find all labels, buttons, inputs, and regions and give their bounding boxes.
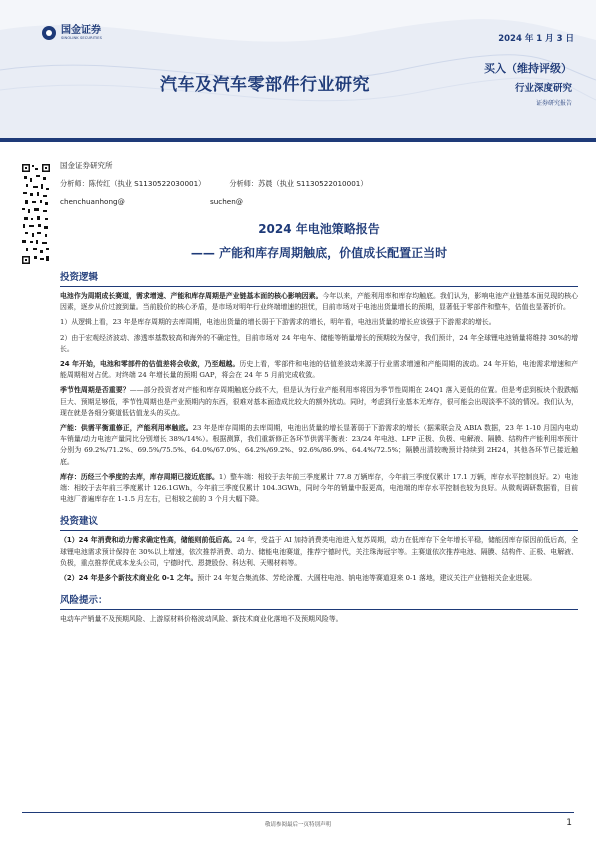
qr-code-icon — [21, 162, 51, 266]
report-title: 2024 年电池策略报告 — [258, 222, 380, 236]
section-heading-advice: 投资建议 — [60, 513, 578, 531]
paragraph: 2）由于宏观经济波动、渗透率基数较高和海外的不确定性，目前市场对 24 年电车、储能等销量增长的预期较为保守，我们预计，24 年全球锂电池销量将维持 30%的增长。 — [60, 333, 578, 353]
institute-name: 国金证券研究所 — [60, 161, 113, 170]
analyst-1: 分析师：陈传红（执业 S1130522030001） — [60, 179, 206, 188]
logic-paragraphs — [60, 291, 578, 505]
report-date: 2024 年 1 月 3 日 — [498, 34, 574, 44]
analyst-list — [60, 179, 578, 189]
footer-disclaimer: 敬请参阅最后一页特别声明 — [264, 822, 331, 828]
header-band — [0, 0, 596, 142]
page-number: 1 — [566, 818, 572, 828]
rating-badge: 买入（维持评级） — [484, 62, 572, 75]
logo-name-cn: 国金证券 — [61, 25, 101, 36]
report-type: 行业深度研究 — [514, 83, 572, 94]
paragraph: 产能：供需平衡重修正，产能利用率触底。23 年是库存周期的去库周期，电池出货量的增长显著弱于下游需求的增长（据乘联会及 ABIA 数据，23 年 1-10 月国内电动车销量/动力电池产量同比分别增长 38%/14%）。根据测算，我们重新修正各环节供需平衡表：23/24 年电池、LFP 正极、负极、电解液、隔膜、结构件产能利用率预计分别为 69.2%/71.2%、69.5%/75.5%、64.0%/67.0%、64.2%/69.2%、92.6%/86.9%、64.4%/72.5%；隔膜出清较晚预计持续到 2H24，其他各环节已接近触底。 — [60, 424, 578, 466]
email-2[interactable]: suchen@ — [210, 197, 243, 206]
footer-divider — [22, 812, 574, 820]
paragraph: （1）24 年消费和动力需求确定性高，储能则前低后高。24 年，受益于 AI 加持消费类电池进入复苏周期，动力在低库存下全年增长平稳，储能因库存原因前低后高，全球锂电池需求预计保持在 30%以上增速，依次推荐消费、动力、储能电池赛道，推荐宁德时代，关注珠海冠宇等。主赛道依次推荐电池、隔膜、结构件、正极、电解液、负极，重点推荐优成本龙头公司，宁德时代、恩捷股份、科达利、天赐材料等。 — [60, 536, 578, 567]
section-heading-logic: 投资逻辑 — [60, 269, 578, 287]
email-list — [60, 197, 578, 206]
email-1[interactable]: chenchuanhong@ — [60, 197, 125, 206]
paragraph: 季节性周期是否重要？——部分投资者对产能和库存周期触底分歧不大，但是认为行业产能利用率将因为季节性周期在 24Q1 落入更低的位置。但是考虑到板块个股跌幅巨大、预期足够低，季节性周期也是产业预期内的东西，很难对基本面造成比较大的额外扰动。同时，考虑到行业基本无库存，很可能会出现淡季不淡的情况。我们认为，现在就是各细分赛道低估值龙头的买点。 — [60, 386, 579, 417]
section-heading-risk: 风险提示： — [60, 592, 578, 610]
industry-title: 汽车及汽车零部件行业研究 — [160, 75, 370, 95]
report-body — [60, 160, 578, 625]
paragraph: 24 年开始，电池和零部件的估值差将会收敛，乃至超越。历史上看，零部件和电池的估值差波动来源于行业需求增速和产能周期的波动。24 年开始，电池需求增速和产能周期相对占优。对终端 24 年增长量的预期 GAP，将会在 24 年 5 月前完成收敛。 — [60, 360, 578, 380]
paragraph: 电池作为周期成长赛道，需求增速、产能和库存周期是产业链基本面的核心影响因素。今年以来，产能利用率和库存均触底。我们认为，影响电池产业链基本面兑现的核心因素，逐步从价过渡到量。当前股价的核心矛盾，是市场对明年行业终端增速的担忧，目前市场对于电池出货量增长的预期，显著低于零部件和整车，估值也显著折价。 — [60, 292, 579, 312]
logo-name-en: SINOLINK SECURITIES — [61, 36, 103, 40]
company-logo — [42, 26, 102, 41]
paragraph: 库存：历经三个季度的去库，库存周期已接近底部。1）整车端：相较于去年前三季度累计 77.8 万辆库存，今年前三季度仅累计 17.1 万辆，库存水平控制良好。2）电池端：相较于去年前三季度累计 126.1GWh，今年前三季度仅累计 104.3GWh，同时今年的销量中报更高，电池端的库存水平控制也较为良好。从微观调研数据看，目前电池厂普遍库存在 1-1.5 月左右，已相较之前的 3 个月大幅下降。 — [60, 472, 578, 504]
report-sub-type: 证券研究报告 — [535, 100, 572, 107]
logo-mark-icon — [42, 26, 56, 40]
paragraph: 1）从逻辑上看，23 年是库存周期的去库周期，电池出货量的增长弱于下游需求的增长，明年看，电池出货量的增长应该强于下游需求的增长。 — [60, 318, 496, 327]
risk-paragraph: 电动车产销量不及预期风险、上游原材料价格波动风险、新技术商业化落地不及预期风险等。 — [60, 615, 343, 624]
report-subtitle: —— 产能和库存周期触底，价值成长配置正当时 — [190, 246, 448, 260]
advice-paragraphs — [60, 535, 578, 584]
analyst-2: 分析师：苏晨（执业 S1130522010001） — [229, 179, 368, 188]
paragraph: （2）24 年是多个新技术商业化 0-1 之年。预计 24 年复合集流体、芳纶涂覆、大圆柱电池、钠电池等赛道迎来 0-1 落地，建议关注产业链相关企业进展。 — [60, 574, 537, 583]
